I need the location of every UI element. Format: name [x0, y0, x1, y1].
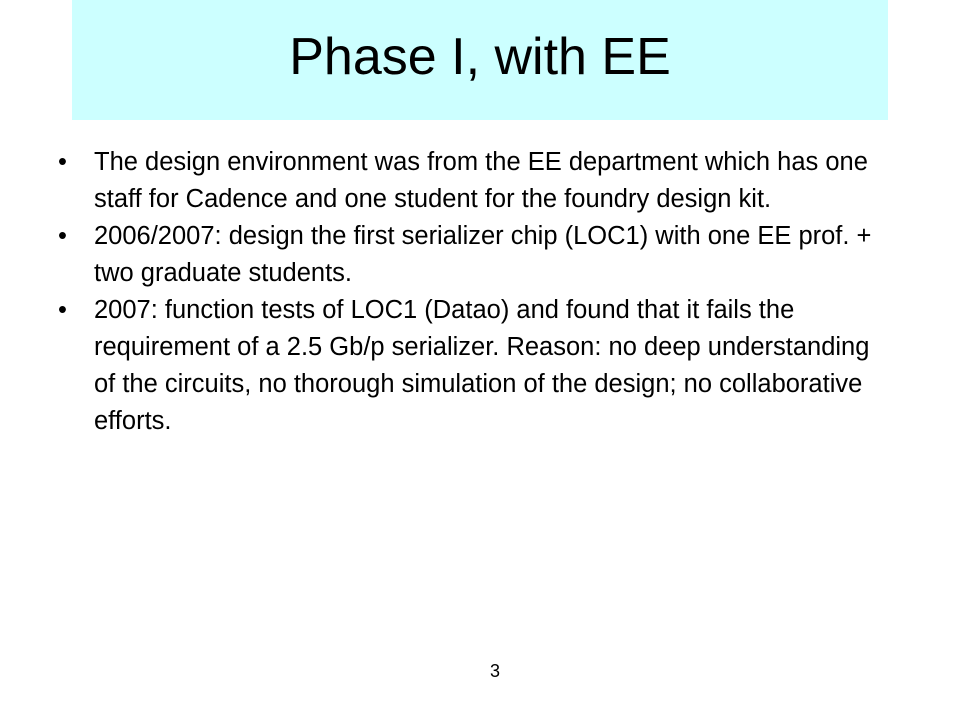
bullet-text: The design environment was from the EE department which has one staff for Cadence and one student for the foundry design kit. [94, 148, 868, 213]
bullet-dot-icon: • [58, 222, 67, 250]
bullet-item [58, 292, 878, 440]
bullet-text: 2006/2007: design the first serializer chip (LOC1) with one EE prof. + two graduate students. [94, 222, 872, 287]
bullet-list [58, 144, 878, 440]
bullet-dot-icon: • [58, 148, 67, 176]
bullet-item [58, 144, 878, 218]
slide-title: Phase I, with EE [289, 28, 671, 86]
bullet-item [58, 218, 878, 292]
bullet-text: 2007: function tests of LOC1 (Datao) and found that it fails the requirement of a 2.5 Gb/p serializer. Reason: no deep understanding of the circuits, no thorough simulation of the design; no collaborative efforts. [94, 296, 870, 435]
page-number: 3 [489, 661, 500, 681]
bullet-dot-icon: • [58, 296, 67, 324]
